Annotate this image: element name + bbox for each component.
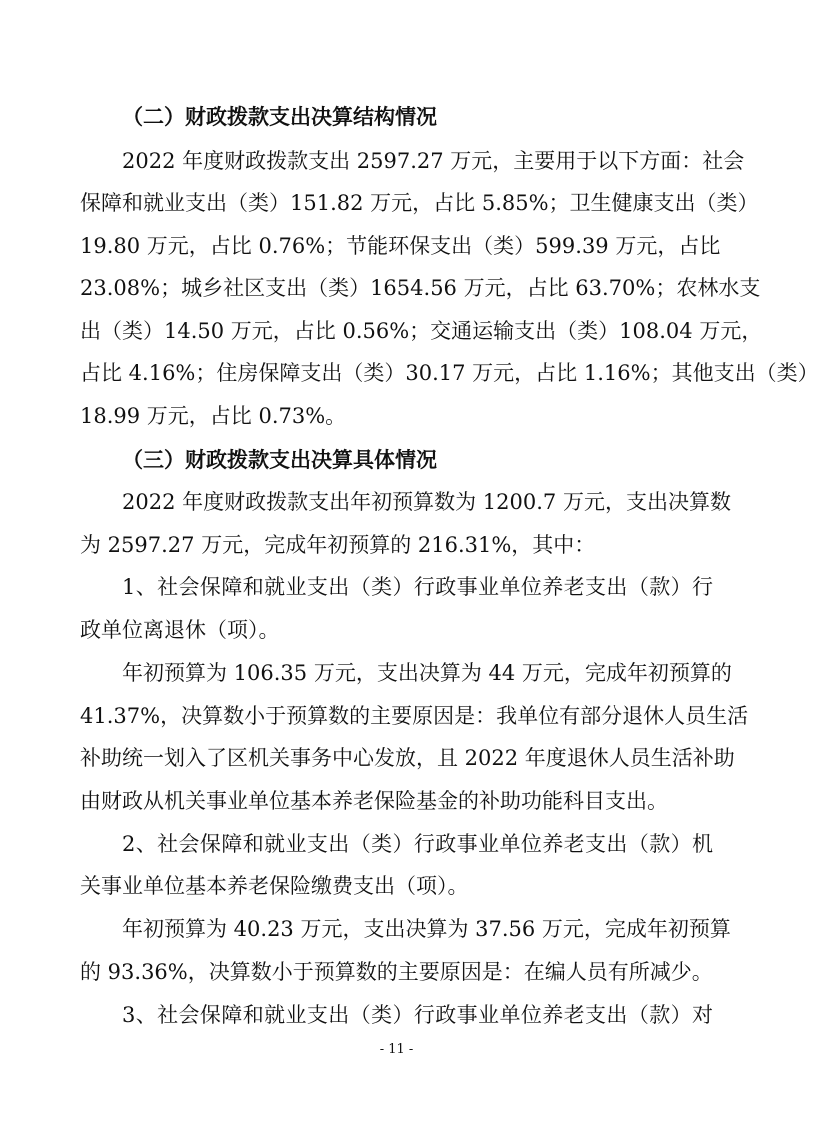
paragraph-line: 为 2597.27 万元，完成年初预算的 216.31%，其中： xyxy=(80,533,596,557)
item-2-body: 的 93.36%，决算数小于预算数的主要原因是：在编人员有所减少。 xyxy=(80,960,713,984)
paragraph-line: 出（类）14.50 万元，占比 0.56%；交通运输支出（类）108.04 万元， xyxy=(80,319,763,343)
paragraph-line: 2022 年度财政拨款支出年初预算数为 1200.7 万元，支出决算数 xyxy=(122,490,731,514)
item-2-title: 2、社会保障和就业支出（类）行政事业单位养老支出（款）机 xyxy=(122,832,713,856)
item-2-title: 关事业单位基本养老保险缴费支出（项）。 xyxy=(80,874,469,898)
page-number: - 11 - xyxy=(379,1042,414,1057)
section-heading-3: （三）财政拨款支出决算具体情况 xyxy=(122,448,437,472)
paragraph-line: 23.08%；城乡社区支出（类）1654.56 万元，占比 63.70%；农林水支 xyxy=(80,276,761,300)
paragraph-line: 19.80 万元，占比 0.76%；节能环保支出（类）599.39 万元，占比 xyxy=(80,234,721,258)
section-heading-2: （二）财政拨款支出决算结构情况 xyxy=(122,105,437,129)
item-3-title: 3、社会保障和就业支出（类）行政事业单位养老支出（款）对 xyxy=(122,1003,713,1027)
paragraph-line: 2022 年度财政拨款支出 2597.27 万元，主要用于以下方面：社会 xyxy=(122,149,745,173)
paragraph-line: 占比 4.16%；住房保障支出（类）30.17 万元，占比 1.16%；其他支出（类） xyxy=(80,361,819,385)
item-1-body: 由财政从机关事业单位基本养老保险基金的补助功能科目支出。 xyxy=(80,789,668,813)
item-1-body: 补助统一划入了区机关事务中心发放，且 2022 年度退休人员生活补助 xyxy=(80,746,735,770)
paragraph-line: 18.99 万元，占比 0.73%。 xyxy=(80,404,347,428)
item-1-title: 1、社会保障和就业支出（类）行政事业单位养老支出（款）行 xyxy=(122,575,713,599)
item-1-body: 年初预算为 106.35 万元，支出决算为 44 万元，完成年初预算的 xyxy=(122,661,732,685)
paragraph-line: 保障和就业支出（类）151.82 万元，占比 5.85%；卫生健康支出（类） xyxy=(80,191,759,215)
item-1-title: 政单位离退休（项）。 xyxy=(80,618,280,642)
item-1-body: 41.37%，决算数小于预算数的主要原因是：我单位有部分退休人员生活 xyxy=(80,704,749,728)
item-2-body: 年初预算为 40.23 万元，支出决算为 37.56 万元，完成年初预算 xyxy=(122,917,731,941)
